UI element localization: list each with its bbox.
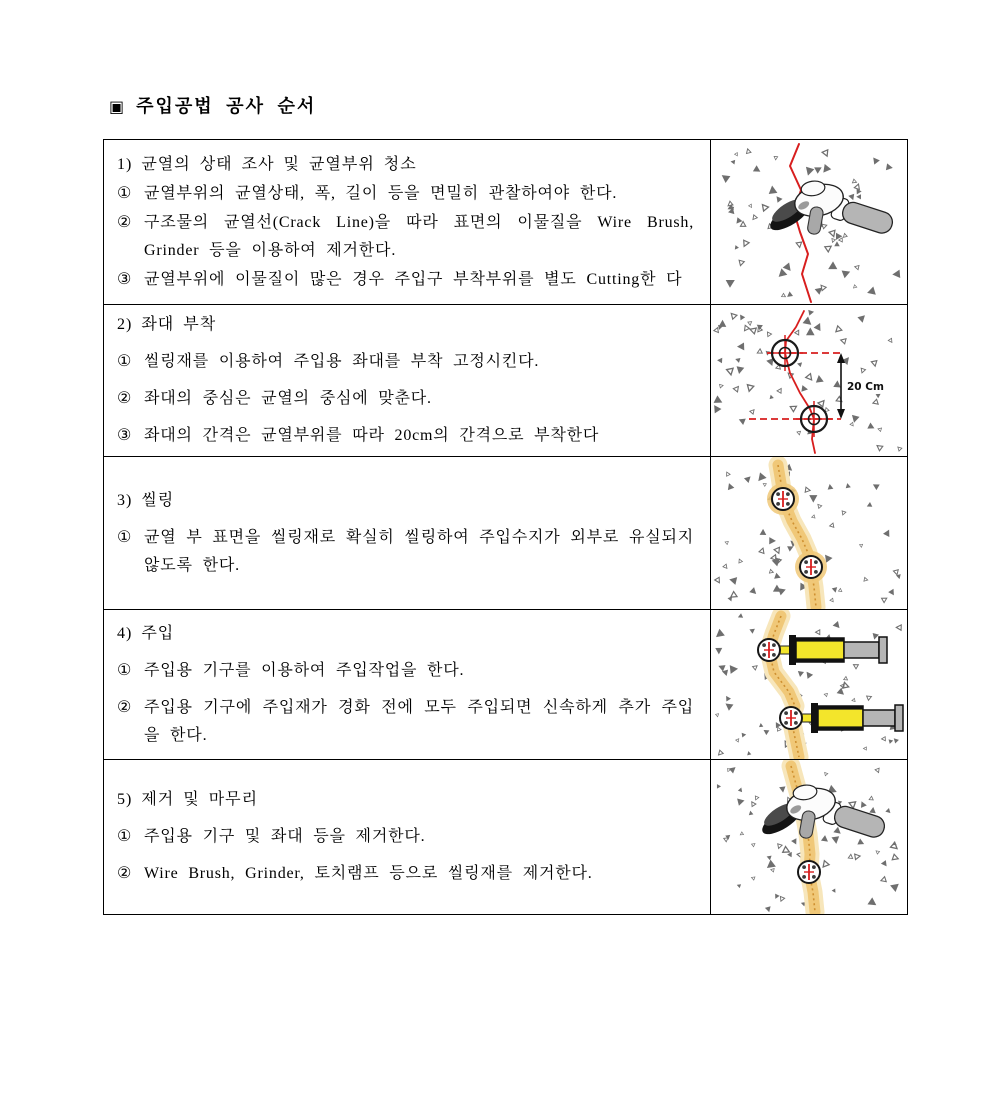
procedure-table bbox=[103, 139, 908, 915]
syringe-flange bbox=[811, 703, 818, 733]
circled-number-icon: ① bbox=[117, 353, 133, 370]
list-item bbox=[117, 385, 694, 413]
page-title-text: 주입공법 공사 순서 bbox=[136, 96, 317, 116]
list-item-text: Wire Brush, Grinder, 토치램프 등으로 씰링재를 제거한다. bbox=[144, 865, 593, 882]
step4-heading: 4) 주입 bbox=[117, 624, 175, 642]
list-item bbox=[117, 694, 694, 750]
step5-text-cell bbox=[104, 760, 711, 915]
step2-heading: 2) 좌대 부착 bbox=[117, 316, 217, 333]
step3-heading: 3) 씰링 bbox=[117, 491, 175, 509]
page-title bbox=[109, 92, 316, 118]
syringe-plunger bbox=[863, 710, 895, 726]
circled-number-icon: ① bbox=[117, 661, 133, 679]
list-item-text: 주입용 기구 및 좌대 등을 제거한다. bbox=[144, 828, 426, 845]
list-item bbox=[117, 524, 694, 580]
syringe-endcap bbox=[895, 705, 903, 731]
step4-text-cell bbox=[104, 610, 711, 760]
circled-number-icon: ② bbox=[117, 390, 133, 407]
circled-number-icon: ① bbox=[117, 528, 133, 546]
crack-inspection-grinder-figure bbox=[711, 140, 908, 305]
spacing-label: 20 Cm bbox=[847, 381, 884, 393]
list-item-text: 균열부위에 이물질이 많은 경우 주입구 부착부위를 별도 Cutting한 다 bbox=[144, 270, 683, 288]
table-row bbox=[104, 457, 908, 610]
list-item-text: 주입용 기구에 주입재가 경화 전에 모두 주입되면 신속하게 추가 주입을 한다. bbox=[144, 698, 694, 744]
syringe-plunger bbox=[844, 642, 879, 658]
list-item bbox=[117, 348, 694, 376]
crack-sealing-figure bbox=[711, 457, 908, 610]
list-item bbox=[117, 422, 694, 450]
list-item-text: 균열부위의 균열상태, 폭, 길이 등을 면밀히 관찰하여야 한다. bbox=[144, 184, 618, 202]
injection-seat bbox=[798, 861, 820, 883]
list-item-text: 구조물의 균열선(Crack Line)을 따라 표면의 이물질을 Wire Brush, Grinder 등을 이용하여 제거한다. bbox=[144, 213, 694, 259]
step5-heading: 5) 제거 및 마무리 bbox=[117, 791, 259, 808]
table-row bbox=[104, 140, 908, 305]
table-row bbox=[104, 305, 908, 457]
step1-heading: 1) 균열의 상태 조사 및 균열부위 청소 bbox=[117, 155, 417, 173]
step3-text-cell bbox=[104, 457, 711, 610]
injection-seat bbox=[767, 483, 799, 515]
list-item-text: 좌대의 중심은 균열의 중심에 맞춘다. bbox=[144, 390, 432, 407]
list-item-text: 주입용 기구를 이용하여 주입작업을 한다. bbox=[144, 661, 465, 679]
table-row bbox=[104, 610, 908, 760]
circled-number-icon: ③ bbox=[117, 427, 133, 444]
list-item-text: 씰링재를 이용하여 주입용 좌대를 부착 고정시킨다. bbox=[144, 353, 540, 370]
list-item bbox=[117, 823, 694, 851]
circled-number-icon: ② bbox=[117, 698, 133, 716]
list-item-text: 좌대의 간격은 균열부위를 따라 20cm의 간격으로 부착한다 bbox=[144, 427, 600, 444]
list-item bbox=[117, 180, 694, 208]
circled-number-icon: ① bbox=[117, 828, 133, 845]
step2-text-cell bbox=[104, 305, 711, 457]
list-item bbox=[117, 657, 694, 685]
square-bullet-icon: ▣ bbox=[109, 99, 127, 116]
step1-text-cell bbox=[104, 140, 711, 305]
injection-seat bbox=[780, 707, 802, 729]
syringe-flange bbox=[789, 635, 796, 665]
list-item bbox=[117, 860, 694, 888]
list-item-text: 균열 부 표면을 씰링재로 확실히 씰링하여 주입수지가 외부로 유실되지 않도록 한다. bbox=[144, 528, 694, 574]
circled-number-icon: ① bbox=[117, 184, 133, 202]
list-item bbox=[117, 209, 694, 265]
circled-number-icon: ③ bbox=[117, 270, 133, 288]
circled-number-icon: ② bbox=[117, 213, 133, 231]
table-row bbox=[104, 760, 908, 915]
list-item bbox=[117, 266, 694, 294]
seal-removal-finishing-figure bbox=[711, 760, 908, 915]
circled-number-icon: ② bbox=[117, 865, 133, 882]
injection-seat bbox=[758, 639, 780, 661]
injection-seat bbox=[795, 551, 827, 583]
seat-attachment-spacing-figure bbox=[711, 305, 908, 457]
resin-injection-syringe-figure bbox=[711, 610, 908, 760]
syringe-endcap bbox=[879, 637, 887, 663]
